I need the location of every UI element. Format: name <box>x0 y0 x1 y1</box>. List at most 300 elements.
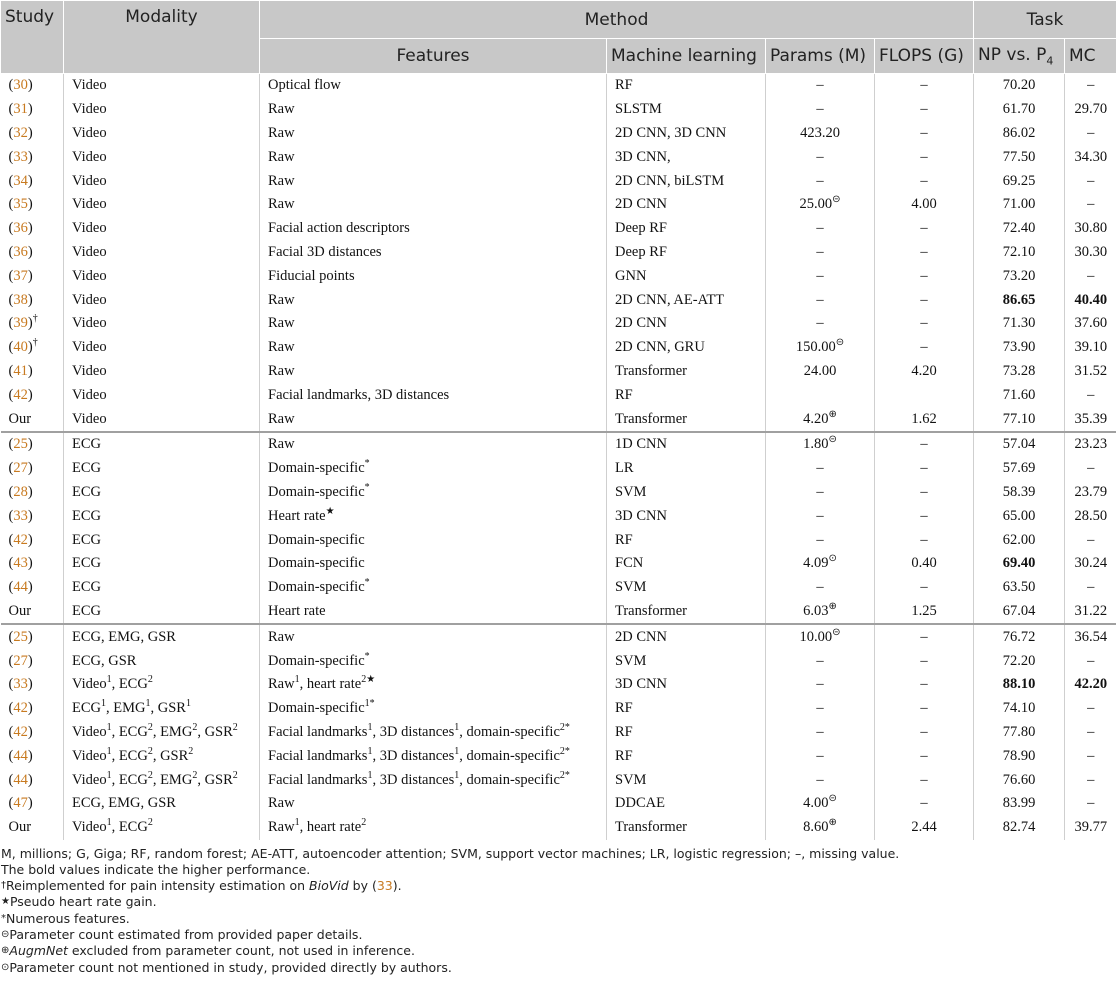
reference-link[interactable]: 32 <box>13 124 28 141</box>
reference-link[interactable]: 43 <box>13 555 28 572</box>
cell-features: Domain-specific* <box>260 457 607 481</box>
table-row <box>1 552 1116 576</box>
cell-ml: FCN <box>607 552 766 576</box>
reference-link[interactable]: 42 <box>13 531 28 548</box>
cell-flops: – <box>875 145 974 169</box>
cell-params: 150.00⊝ <box>766 336 875 360</box>
cell-modality: Video <box>64 264 260 288</box>
reference-link[interactable]: 33 <box>13 676 28 693</box>
cell-np-vs-p4: 77.80 <box>974 721 1065 745</box>
reference-link[interactable]: 27 <box>13 652 28 669</box>
reference-link[interactable]: 25 <box>13 436 28 453</box>
cell-modality: Video <box>64 312 260 336</box>
cell-np-vs-p4: 76.72 <box>974 624 1065 649</box>
cell-flops: – <box>875 697 974 721</box>
cell-study: (33) <box>8 148 33 165</box>
cell-np-vs-p4: 72.40 <box>974 217 1065 241</box>
cell-study: (40)† <box>8 337 38 356</box>
cell-ml: 2D CNN, AE-ATT <box>607 288 766 312</box>
cell-ml: RF <box>607 383 766 407</box>
cell-ml: RF <box>607 74 766 98</box>
cell-features: Domain-specific* <box>260 649 607 673</box>
cell-np-vs-p4: 71.60 <box>974 383 1065 407</box>
cell-params: – <box>766 721 875 745</box>
cell-ml: 2D CNN <box>607 624 766 649</box>
cell-ml: 1D CNN <box>607 432 766 457</box>
cell-modality: Video$^1$, ECG$^2$, EMG$^2$, GSR$^2$ <box>64 721 260 745</box>
cell-mc: 29.70 <box>1065 98 1116 122</box>
reference-link[interactable]: 30 <box>13 77 28 94</box>
cell-flops: – <box>875 122 974 146</box>
reference-link[interactable]: 33 <box>13 148 28 165</box>
cell-ml: 2D CNN <box>607 312 766 336</box>
cell-mc: – <box>1065 193 1116 217</box>
cell-flops: – <box>875 481 974 505</box>
cell-study: (36) <box>8 220 33 237</box>
cell-params: 4.20⊕ <box>766 407 875 432</box>
cell-flops: – <box>875 649 974 673</box>
cell-np-vs-p4: 57.04 <box>974 432 1065 457</box>
cell-study: (34) <box>8 172 33 189</box>
cell-params: – <box>766 481 875 505</box>
table-row <box>1 673 1116 697</box>
cell-features: Facial 3D distances <box>260 241 607 265</box>
table-row <box>1 697 1116 721</box>
cell-features: Facial landmarks$^1$, 3D distances$^1$, domain-specific$^{2*}$ <box>260 768 607 792</box>
cell-features: Domain-specific* <box>260 576 607 600</box>
table-row <box>1 744 1116 768</box>
table-body <box>1 74 1116 840</box>
cell-mc: 23.23 <box>1065 432 1116 457</box>
cell-modality: ECG <box>64 600 260 625</box>
cell-flops: – <box>875 744 974 768</box>
cell-np-vs-p4: 63.50 <box>974 576 1065 600</box>
cell-mc: – <box>1065 457 1116 481</box>
reference-link[interactable]: 37 <box>13 267 28 284</box>
cell-params: – <box>766 673 875 697</box>
cell-np-vs-p4: 73.90 <box>974 336 1065 360</box>
cell-ml: SVM <box>607 649 766 673</box>
reference-link[interactable]: 28 <box>13 483 28 500</box>
cell-study: (30) <box>8 77 33 94</box>
reference-link[interactable]: 42 <box>13 723 28 740</box>
cell-np-vs-p4: 88.10 <box>974 673 1065 697</box>
cell-modality: Video <box>64 122 260 146</box>
cell-params: 25.00⊝ <box>766 193 875 217</box>
cell-mc: – <box>1065 528 1116 552</box>
cell-study: (42) <box>8 700 33 717</box>
cell-modality: Video <box>64 145 260 169</box>
header-flops: FLOPS (G) <box>875 39 974 74</box>
cell-np-vs-p4: 77.50 <box>974 145 1065 169</box>
cell-params: – <box>766 145 875 169</box>
reference-link[interactable]: 41 <box>13 362 28 379</box>
cell-study: (25) <box>1 624 64 649</box>
cell-mc: 35.39 <box>1065 407 1116 432</box>
cell-flops: – <box>875 432 974 457</box>
cell-flops: – <box>875 288 974 312</box>
cell-flops: 1.62 <box>875 407 974 432</box>
cell-features: Heart rate <box>260 600 607 625</box>
cell-mc: – <box>1065 383 1116 407</box>
cell-ml: RF <box>607 721 766 745</box>
cell-features: Domain-specific <box>260 528 607 552</box>
cell-np-vs-p4: 86.65 <box>974 288 1065 312</box>
table-row <box>1 264 1116 288</box>
cell-flops: – <box>875 624 974 649</box>
cell-modality: ECG <box>64 432 260 457</box>
reference-link[interactable]: 42 <box>13 700 28 717</box>
cell-flops: – <box>875 169 974 193</box>
cell-np-vs-p4: 86.02 <box>974 122 1065 146</box>
cell-mc: – <box>1065 576 1116 600</box>
cell-modality: ECG <box>64 576 260 600</box>
header-features: Features <box>260 39 607 74</box>
cell-modality: Video <box>64 98 260 122</box>
cell-np-vs-p4: 83.99 <box>974 792 1065 816</box>
cell-ml: DDCAE <box>607 792 766 816</box>
cell-np-vs-p4: 71.00 <box>974 193 1065 217</box>
cell-params: – <box>766 217 875 241</box>
cell-params: – <box>766 288 875 312</box>
cell-np-vs-p4: 76.60 <box>974 768 1065 792</box>
cell-features: Raw <box>260 432 607 457</box>
cell-np-vs-p4: 73.28 <box>974 360 1065 384</box>
cell-ml: SVM <box>607 576 766 600</box>
cell-ml: 2D CNN, 3D CNN <box>607 122 766 146</box>
table-row <box>1 193 1116 217</box>
table-row <box>1 481 1116 505</box>
table-row <box>1 721 1116 745</box>
cell-modality: ECG <box>64 457 260 481</box>
cell-params: – <box>766 504 875 528</box>
cell-flops: – <box>875 792 974 816</box>
cell-features: Raw <box>260 288 607 312</box>
cell-flops: – <box>875 217 974 241</box>
cell-params: – <box>766 169 875 193</box>
cell-mc: 23.79 <box>1065 481 1116 505</box>
cell-study: Our <box>8 410 32 427</box>
cell-features: Facial landmarks$^1$, 3D distances$^1$, domain-specific$^{2*}$ <box>260 721 607 745</box>
reference-link[interactable]: 42 <box>13 386 28 403</box>
cell-flops: 1.25 <box>875 600 974 625</box>
cell-modality: Video$^1$, ECG$^2$ <box>64 673 260 697</box>
reference-link[interactable]: 34 <box>13 172 28 189</box>
cell-features: Raw$^1$, heart rate$^2$ <box>260 816 607 840</box>
footnote: ★Pseudo heart rate gain. <box>1 894 157 910</box>
cell-params: – <box>766 576 875 600</box>
cell-features: Raw <box>260 193 607 217</box>
cell-study: (35) <box>8 196 33 213</box>
cell-mc: 36.54 <box>1065 624 1116 649</box>
footnote: ⊝Parameter count estimated from provided paper details. <box>1 926 363 942</box>
cell-np-vs-p4: 57.69 <box>974 457 1065 481</box>
cell-features: Domain-specific <box>260 552 607 576</box>
cell-modality: Video <box>64 407 260 432</box>
table-row <box>1 576 1116 600</box>
cell-features: Raw$^1$, heart rate$^{2★}$ <box>260 673 607 697</box>
cell-ml: LR <box>607 457 766 481</box>
cell-params: 4.00⊝ <box>766 792 875 816</box>
reference-link[interactable]: 33 <box>13 507 28 524</box>
cell-mc: – <box>1065 122 1116 146</box>
cell-mc: 39.10 <box>1065 336 1116 360</box>
cell-ml: RF <box>607 697 766 721</box>
cell-study: (37) <box>8 267 33 284</box>
cell-ml: GNN <box>607 264 766 288</box>
table-row <box>1 145 1116 169</box>
footnote: †Reimplemented for pain intensity estimation on BioVid by (33). <box>1 878 402 894</box>
cell-np-vs-p4: 69.25 <box>974 169 1065 193</box>
cell-ml: Deep RF <box>607 241 766 265</box>
cell-params: – <box>766 744 875 768</box>
cell-study: (44) <box>8 747 33 764</box>
cell-np-vs-p4: 74.10 <box>974 697 1065 721</box>
cell-flops: – <box>875 241 974 265</box>
table-row <box>1 624 1116 649</box>
cell-np-vs-p4: 77.10 <box>974 407 1065 432</box>
cell-ml: Transformer <box>607 600 766 625</box>
cell-study: (33) <box>8 507 33 524</box>
cell-features: Facial landmarks, 3D distances <box>260 383 607 407</box>
table-row <box>1 169 1116 193</box>
reference-link[interactable]: 44 <box>13 771 28 788</box>
cell-features: Optical flow <box>260 74 607 98</box>
cell-modality: ECG, EMG, GSR <box>64 792 260 816</box>
reference-link[interactable]: 31 <box>13 101 28 118</box>
table-row <box>1 816 1116 840</box>
cell-flops: – <box>875 768 974 792</box>
cell-features: Raw <box>260 336 607 360</box>
footnote: *Numerous features. <box>1 910 130 926</box>
cell-modality: Video <box>64 74 260 98</box>
header-method: Method <box>260 1 974 39</box>
footnote: The bold values indicate the higher performance. <box>1 861 311 877</box>
header-np: NP vs. $P_4$ <box>974 39 1065 74</box>
cell-params: – <box>766 528 875 552</box>
cell-study: (39)† <box>8 313 38 332</box>
cell-params: – <box>766 264 875 288</box>
cell-study: (31) <box>8 101 33 118</box>
reference-link[interactable]: 36 <box>13 220 28 237</box>
cell-ml: SLSTM <box>607 98 766 122</box>
cell-modality: ECG <box>64 504 260 528</box>
table-row <box>1 457 1116 481</box>
cell-study: Our <box>8 602 32 619</box>
cell-features: Facial action descriptors <box>260 217 607 241</box>
cell-mc: 42.20 <box>1065 673 1116 697</box>
header-task: Task <box>974 1 1116 39</box>
cell-study: (44) <box>8 771 33 788</box>
cell-flops: – <box>875 312 974 336</box>
cell-np-vs-p4: 78.90 <box>974 744 1065 768</box>
cell-study: (25) <box>1 432 64 457</box>
cell-params: – <box>766 649 875 673</box>
cell-flops: 4.20 <box>875 360 974 384</box>
cell-modality: Video <box>64 241 260 265</box>
table-row <box>1 407 1116 432</box>
cell-params: – <box>766 241 875 265</box>
table-row <box>1 649 1116 673</box>
cell-mc: – <box>1065 744 1116 768</box>
cell-study: (27) <box>8 652 33 669</box>
cell-features: Domain-specific* <box>260 481 607 505</box>
table-row <box>1 336 1116 360</box>
cell-mc: 31.52 <box>1065 360 1116 384</box>
cell-np-vs-p4: 82.74 <box>974 816 1065 840</box>
cell-flops: – <box>875 74 974 98</box>
cell-flops: – <box>875 504 974 528</box>
cell-np-vs-p4: 73.20 <box>974 264 1065 288</box>
cell-mc: 30.30 <box>1065 241 1116 265</box>
cell-mc: 39.77 <box>1065 816 1116 840</box>
cell-params: – <box>766 697 875 721</box>
reference-link[interactable]: 40 <box>13 339 28 356</box>
cell-flops: – <box>875 528 974 552</box>
cell-params: – <box>766 312 875 336</box>
table-row <box>1 288 1116 312</box>
cell-features: Raw <box>260 792 607 816</box>
cell-study: Our <box>8 819 32 836</box>
cell-modality: Video$^1$, ECG$^2$ <box>64 816 260 840</box>
cell-params: 423.20 <box>766 122 875 146</box>
cell-flops: – <box>875 576 974 600</box>
header-study: Study <box>1 1 64 74</box>
cell-modality: ECG <box>64 528 260 552</box>
reference-link[interactable]: 39 <box>13 315 28 332</box>
cell-np-vs-p4: 72.10 <box>974 241 1065 265</box>
table-row <box>1 792 1116 816</box>
cell-params: 8.60⊕ <box>766 816 875 840</box>
cell-np-vs-p4: 69.40 <box>974 552 1065 576</box>
cell-mc: 28.50 <box>1065 504 1116 528</box>
cell-np-vs-p4: 70.20 <box>974 74 1065 98</box>
cell-mc: 34.30 <box>1065 145 1116 169</box>
header-ml: Machine learning <box>607 39 766 74</box>
cell-modality: Video <box>64 169 260 193</box>
cell-study: (42) <box>8 386 33 403</box>
cell-study: (27) <box>8 460 33 477</box>
reference-link[interactable]: 36 <box>13 243 28 260</box>
cell-mc: – <box>1065 792 1116 816</box>
table-row <box>1 312 1116 336</box>
cell-flops: – <box>875 336 974 360</box>
reference-link[interactable]: 27 <box>13 460 28 477</box>
cell-np-vs-p4: 72.20 <box>974 649 1065 673</box>
cell-study: (43) <box>8 555 33 572</box>
cell-mc: 30.80 <box>1065 217 1116 241</box>
cell-mc: – <box>1065 697 1116 721</box>
reference-link[interactable]: 38 <box>13 291 28 308</box>
cell-ml: SVM <box>607 768 766 792</box>
cell-features: Raw <box>260 407 607 432</box>
cell-modality: Video <box>64 336 260 360</box>
cell-flops: – <box>875 721 974 745</box>
cell-features: Raw <box>260 169 607 193</box>
table-row <box>1 432 1116 457</box>
cell-modality: ECG <box>64 481 260 505</box>
cell-flops: – <box>875 98 974 122</box>
cell-flops: 2.44 <box>875 816 974 840</box>
reference-link[interactable]: 25 <box>13 628 28 645</box>
cell-mc: 31.22 <box>1065 600 1116 625</box>
cell-study: (42) <box>8 723 33 740</box>
table-row <box>1 383 1116 407</box>
cell-study: (28) <box>8 483 33 500</box>
table-notes <box>0 840 1116 976</box>
cell-ml: 2D CNN <box>607 193 766 217</box>
reference-link[interactable]: 35 <box>13 196 28 213</box>
cell-modality: Video$^1$, ECG$^2$, EMG$^2$, GSR$^2$ <box>64 768 260 792</box>
cell-modality: Video <box>64 360 260 384</box>
cell-ml: 3D CNN <box>607 504 766 528</box>
reference-link[interactable]: 47 <box>13 795 28 812</box>
cell-modality: ECG <box>64 552 260 576</box>
cell-features: Raw <box>260 360 607 384</box>
cell-study: (38) <box>8 291 33 308</box>
table-row <box>1 504 1116 528</box>
cell-flops: – <box>875 673 974 697</box>
cell-ml: 2D CNN, biLSTM <box>607 169 766 193</box>
cell-study: (47) <box>8 795 33 812</box>
cell-params: 4.09⊙ <box>766 552 875 576</box>
cell-params: – <box>766 768 875 792</box>
cell-params: – <box>766 74 875 98</box>
cell-modality: ECG, EMG, GSR <box>64 624 260 649</box>
table-row <box>1 98 1116 122</box>
reference-link[interactable]: 44 <box>13 579 28 596</box>
table-row <box>1 600 1116 625</box>
cell-ml: SVM <box>607 481 766 505</box>
cell-np-vs-p4: 65.00 <box>974 504 1065 528</box>
cell-mc: – <box>1065 264 1116 288</box>
cell-study: (44) <box>8 579 33 596</box>
table-row <box>1 217 1116 241</box>
cell-mc: – <box>1065 169 1116 193</box>
cell-study: (36) <box>8 243 33 260</box>
cell-mc: – <box>1065 721 1116 745</box>
cell-np-vs-p4: 58.39 <box>974 481 1065 505</box>
cell-mc: 30.24 <box>1065 552 1116 576</box>
cell-features: Raw <box>260 145 607 169</box>
cell-modality: Video <box>64 383 260 407</box>
cell-flops: – <box>875 457 974 481</box>
cell-study: (41) <box>8 362 33 379</box>
cell-features: Domain-specific$^{1*}$ <box>260 697 607 721</box>
cell-features: Raw <box>260 312 607 336</box>
cell-params: 1.80⊝ <box>766 432 875 457</box>
cell-ml: RF <box>607 528 766 552</box>
cell-np-vs-p4: 62.00 <box>974 528 1065 552</box>
cell-ml: 3D CNN, <box>607 145 766 169</box>
cell-features: Heart rate★ <box>260 504 607 528</box>
header-modality: Modality <box>64 1 260 74</box>
header-params: Params (M) <box>766 39 875 74</box>
cell-ml: Transformer <box>607 360 766 384</box>
cell-modality: Video <box>64 193 260 217</box>
cell-ml: Deep RF <box>607 217 766 241</box>
footnote: ⊙Parameter count not mentioned in study, provided directly by authors. <box>1 959 452 975</box>
cell-ml: 3D CNN <box>607 673 766 697</box>
cell-study: (32) <box>8 124 33 141</box>
cell-flops <box>875 383 974 407</box>
cell-ml: Transformer <box>607 407 766 432</box>
cell-features: Raw <box>260 122 607 146</box>
cell-modality: Video <box>64 288 260 312</box>
cell-params: – <box>766 457 875 481</box>
reference-link[interactable]: 44 <box>13 747 28 764</box>
table-row <box>1 360 1116 384</box>
